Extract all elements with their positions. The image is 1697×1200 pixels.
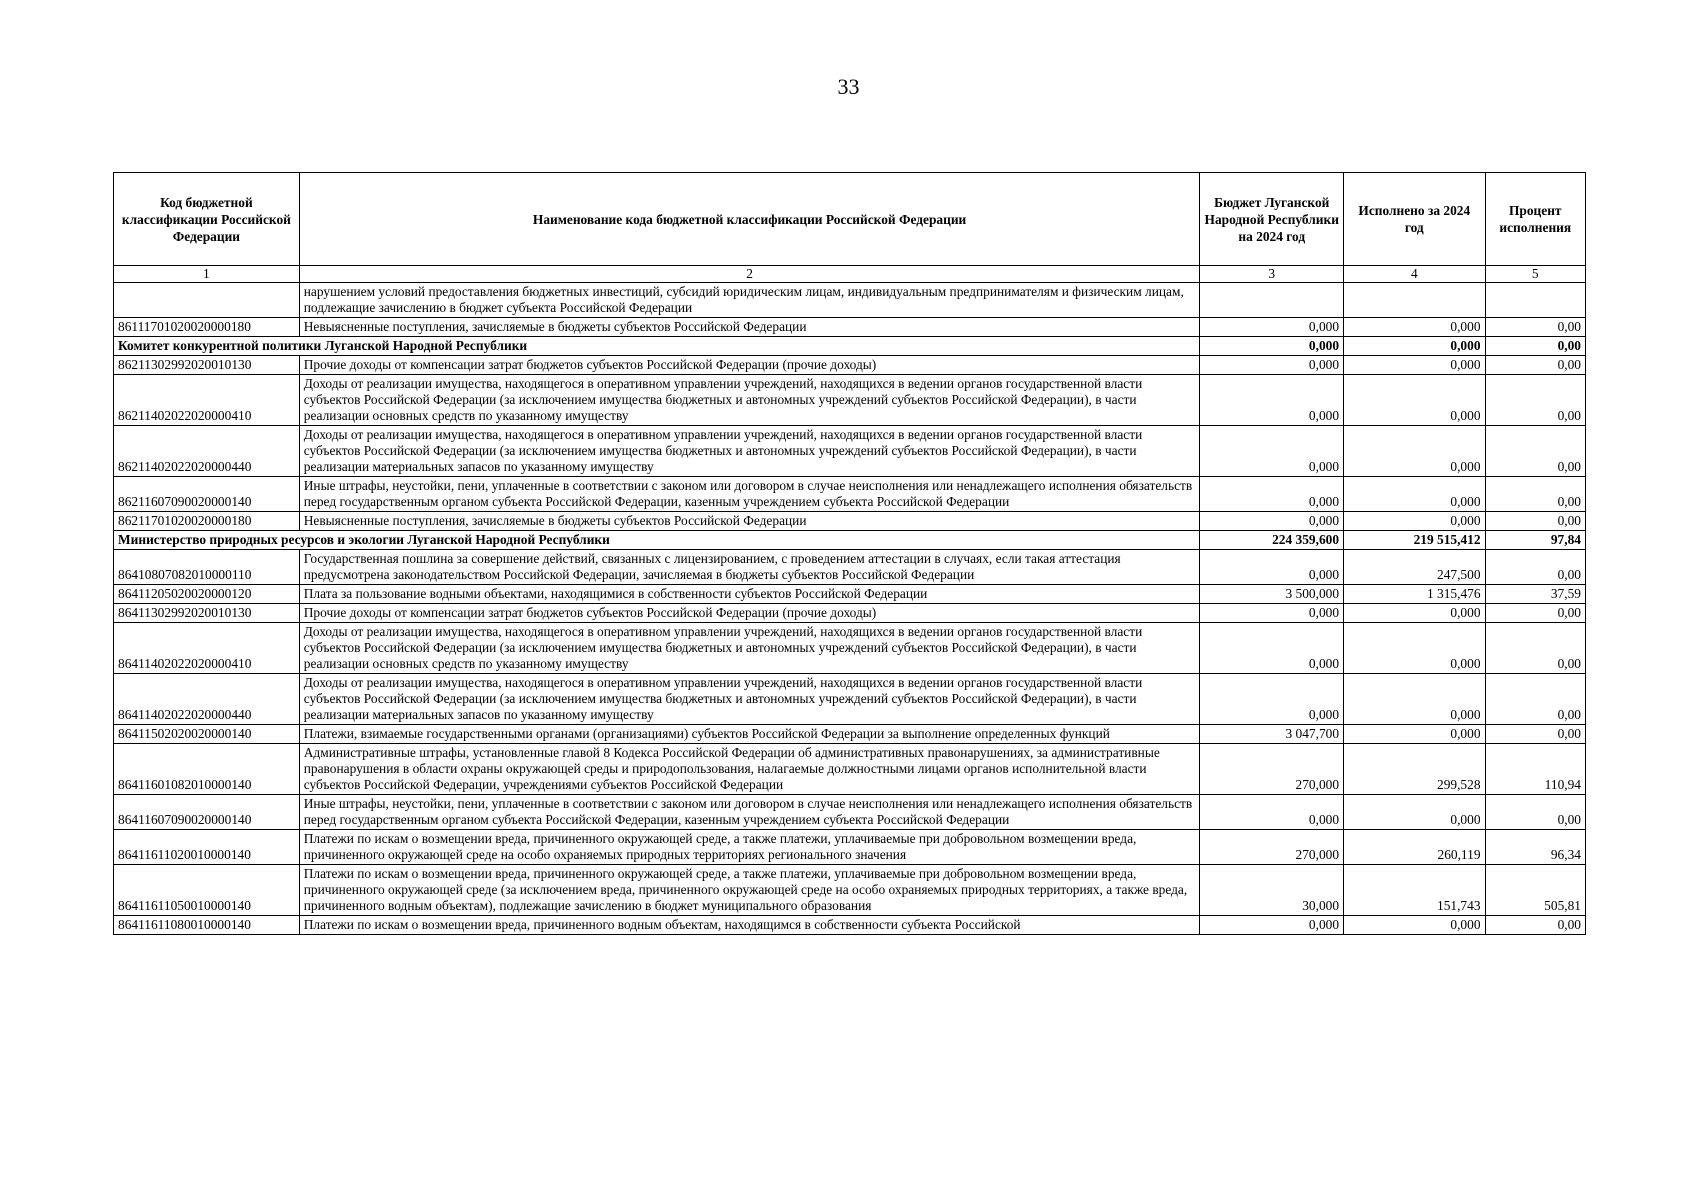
row-name: нарушением условий предоставления бюджетных инвестиций, субсидий юридическим лицам, индивидуальным предпринимателям и физическим лицам, подлежащие зачислению в бюджет субъекта Российской Федерации bbox=[299, 283, 1200, 318]
header-budget: Бюджет Луганской Народной Республики на 2024 год bbox=[1200, 173, 1344, 266]
section-budget: 224 359,600 bbox=[1200, 531, 1344, 550]
table-row bbox=[114, 623, 1586, 674]
row-executed: 0,000 bbox=[1344, 795, 1485, 830]
section-executed: 0,000 bbox=[1344, 337, 1485, 356]
row-code: 86411611050010000140 bbox=[114, 865, 300, 916]
row-percent: 37,59 bbox=[1485, 585, 1585, 604]
section-executed: 219 515,412 bbox=[1344, 531, 1485, 550]
row-name: Иные штрафы, неустойки, пени, уплаченные в соответствии с законом или договором в случае неисполнения или ненадлежащего исполнения обязательств перед государственным органом субъекта Российской Федерации, казенным учреждением субъекта Российской Федерации bbox=[299, 795, 1200, 830]
row-code: 86211402022020000440 bbox=[114, 426, 300, 477]
row-name: Доходы от реализации имущества, находящегося в оперативном управлении учреждений, находящихся в ведении органов государственной власти субъектов Российской Федерации (за исключением имущества бюджетных и автономных учреждений субъектов Российской Федерации), в части реализации материальных запасов по указанному имуществу bbox=[299, 674, 1200, 725]
row-budget: 0,000 bbox=[1200, 674, 1344, 725]
row-name: Доходы от реализации имущества, находящегося в оперативном управлении учреждений, находящихся в ведении органов государственной власти субъектов Российской Федерации (за исключением имущества бюджетных и автономных учреждений субъектов Российской Федерации), в части реализации основных средств по указанному имуществу bbox=[299, 623, 1200, 674]
row-name: Прочие доходы от компенсации затрат бюджетов субъектов Российской Федерации (прочие доходы) bbox=[299, 356, 1200, 375]
table-row bbox=[114, 725, 1586, 744]
row-executed: 299,528 bbox=[1344, 744, 1485, 795]
row-name: Платежи по искам о возмещении вреда, причиненного окружающей среде, а также платежи, уплачиваемые при добровольном возмещении вреда, причиненного окружающей среде на особо охраняемых природных территориях регионального значения bbox=[299, 830, 1200, 865]
row-name: Платежи по искам о возмещении вреда, причиненного водным объектам, находящимся в собственности субъекта Российской bbox=[299, 916, 1200, 935]
row-budget: 0,000 bbox=[1200, 318, 1344, 337]
table-row bbox=[114, 916, 1586, 935]
column-number-row bbox=[114, 266, 1586, 283]
budget-execution-table bbox=[113, 172, 1586, 935]
row-name: Плата за пользование водными объектами, находящимися в собственности субъектов Российской Федерации bbox=[299, 585, 1200, 604]
row-name: Невыясненные поступления, зачисляемые в бюджеты субъектов Российской Федерации bbox=[299, 318, 1200, 337]
row-code: 86411607090020000140 bbox=[114, 795, 300, 830]
row-name: Административные штрафы, установленные главой 8 Кодекса Российской Федерации об административных правонарушениях, за административные правонарушения в области охраны окружающей среды и природопользования, налагаемые должностными лицами органов исполнительной власти субъектов Российской Федерации, учреждениями субъектов Российской Федерации bbox=[299, 744, 1200, 795]
column-number: 5 bbox=[1485, 266, 1585, 283]
section-row bbox=[114, 337, 1586, 356]
row-budget: 0,000 bbox=[1200, 426, 1344, 477]
row-budget: 3 500,000 bbox=[1200, 585, 1344, 604]
row-code: 86211302992020010130 bbox=[114, 356, 300, 375]
row-name: Доходы от реализации имущества, находящегося в оперативном управлении учреждений, находящихся в ведении органов государственной власти субъектов Российской Федерации (за исключением имущества бюджетных и автономных учреждений субъектов Российской Федерации), в части реализации основных средств по указанному имуществу bbox=[299, 375, 1200, 426]
row-budget: 0,000 bbox=[1200, 795, 1344, 830]
row-code: 86411302992020010130 bbox=[114, 604, 300, 623]
row-executed: 0,000 bbox=[1344, 674, 1485, 725]
row-code: 86411205020020000120 bbox=[114, 585, 300, 604]
row-percent: 0,00 bbox=[1485, 795, 1585, 830]
row-budget: 30,000 bbox=[1200, 865, 1344, 916]
table-row bbox=[114, 865, 1586, 916]
table-row bbox=[114, 318, 1586, 337]
table-header-row bbox=[114, 173, 1586, 266]
row-executed: 151,743 bbox=[1344, 865, 1485, 916]
row-percent: 0,00 bbox=[1485, 674, 1585, 725]
row-budget: 0,000 bbox=[1200, 477, 1344, 512]
row-executed: 0,000 bbox=[1344, 916, 1485, 935]
row-name: Иные штрафы, неустойки, пени, уплаченные в соответствии с законом или договором в случае неисполнения или ненадлежащего исполнения обязательств перед государственным органом субъекта Российской Федерации, казенным учреждением субъекта Российской Федерации bbox=[299, 477, 1200, 512]
row-executed: 0,000 bbox=[1344, 356, 1485, 375]
row-executed: 0,000 bbox=[1344, 375, 1485, 426]
table-row bbox=[114, 604, 1586, 623]
row-executed: 1 315,476 bbox=[1344, 585, 1485, 604]
row-percent: 0,00 bbox=[1485, 550, 1585, 585]
table-row bbox=[114, 512, 1586, 531]
section-budget: 0,000 bbox=[1200, 337, 1344, 356]
row-code: 86411402022020000440 bbox=[114, 674, 300, 725]
table-row bbox=[114, 744, 1586, 795]
row-percent: 0,00 bbox=[1485, 375, 1585, 426]
row-code: 86411502020020000140 bbox=[114, 725, 300, 744]
row-budget: 0,000 bbox=[1200, 623, 1344, 674]
row-budget: 0,000 bbox=[1200, 550, 1344, 585]
row-budget: 0,000 bbox=[1200, 916, 1344, 935]
row-name: Прочие доходы от компенсации затрат бюджетов субъектов Российской Федерации (прочие доходы) bbox=[299, 604, 1200, 623]
row-budget: 270,000 bbox=[1200, 830, 1344, 865]
header-code: Код бюджетной классификации Российской Федерации bbox=[114, 173, 300, 266]
table-row bbox=[114, 830, 1586, 865]
row-executed: 260,119 bbox=[1344, 830, 1485, 865]
table-row bbox=[114, 585, 1586, 604]
row-percent: 505,81 bbox=[1485, 865, 1585, 916]
row-executed: 0,000 bbox=[1344, 512, 1485, 531]
table-row bbox=[114, 283, 1586, 318]
row-percent: 0,00 bbox=[1485, 318, 1585, 337]
section-row bbox=[114, 531, 1586, 550]
row-name: Платежи, взимаемые государственными органами (организациями) субъектов Российской Федерации за выполнение определенных функций bbox=[299, 725, 1200, 744]
row-budget: 0,000 bbox=[1200, 356, 1344, 375]
section-name: Министерство природных ресурсов и экологии Луганской Народной Республики bbox=[114, 531, 1200, 550]
row-executed: 247,500 bbox=[1344, 550, 1485, 585]
header-percent: Процент исполнения bbox=[1485, 173, 1585, 266]
row-code: 86411611080010000140 bbox=[114, 916, 300, 935]
column-number: 3 bbox=[1200, 266, 1344, 283]
section-name: Комитет конкурентной политики Луганской Народной Республики bbox=[114, 337, 1200, 356]
row-name: Невыясненные поступления, зачисляемые в бюджеты субъектов Российской Федерации bbox=[299, 512, 1200, 531]
row-code bbox=[114, 283, 300, 318]
row-budget: 0,000 bbox=[1200, 375, 1344, 426]
row-percent: 0,00 bbox=[1485, 356, 1585, 375]
row-budget: 0,000 bbox=[1200, 604, 1344, 623]
page-number: 33 bbox=[837, 74, 860, 99]
row-code: 86111701020020000180 bbox=[114, 318, 300, 337]
column-number: 4 bbox=[1344, 266, 1485, 283]
table-row bbox=[114, 477, 1586, 512]
table-row bbox=[114, 426, 1586, 477]
table-row bbox=[114, 674, 1586, 725]
header-name: Наименование кода бюджетной классификации Российской Федерации bbox=[299, 173, 1200, 266]
row-name: Доходы от реализации имущества, находящегося в оперативном управлении учреждений, находящихся в ведении органов государственной власти субъектов Российской Федерации (за исключением имущества бюджетных и автономных учреждений субъектов Российской Федерации), в части реализации материальных запасов по указанному имуществу bbox=[299, 426, 1200, 477]
row-percent: 0,00 bbox=[1485, 916, 1585, 935]
row-code: 86211402022020000410 bbox=[114, 375, 300, 426]
row-executed: 0,000 bbox=[1344, 604, 1485, 623]
row-percent: 110,94 bbox=[1485, 744, 1585, 795]
row-percent: 0,00 bbox=[1485, 725, 1585, 744]
row-code: 86411601082010000140 bbox=[114, 744, 300, 795]
table-row bbox=[114, 375, 1586, 426]
table-row bbox=[114, 795, 1586, 830]
row-percent: 0,00 bbox=[1485, 604, 1585, 623]
row-budget: 270,000 bbox=[1200, 744, 1344, 795]
row-executed: 0,000 bbox=[1344, 318, 1485, 337]
row-budget: 3 047,700 bbox=[1200, 725, 1344, 744]
row-name: Платежи по искам о возмещении вреда, причиненного окружающей среде, а также платежи, уплачиваемые при добровольном возмещении вреда, причиненного окружающей среде (за исключением вреда, причиненного окружающей среде на особо охраняемых природных территориях, а также вреда, причиненного водным объектам), подлежащие зачислению в бюджет муниципального образования bbox=[299, 865, 1200, 916]
row-executed: 0,000 bbox=[1344, 477, 1485, 512]
row-executed: 0,000 bbox=[1344, 426, 1485, 477]
row-budget bbox=[1200, 283, 1344, 318]
row-code: 86211701020020000180 bbox=[114, 512, 300, 531]
row-percent bbox=[1485, 283, 1585, 318]
table-row bbox=[114, 356, 1586, 375]
row-code: 86410807082010000110 bbox=[114, 550, 300, 585]
row-code: 86411402022020000410 bbox=[114, 623, 300, 674]
row-percent: 96,34 bbox=[1485, 830, 1585, 865]
row-percent: 0,00 bbox=[1485, 512, 1585, 531]
row-budget: 0,000 bbox=[1200, 512, 1344, 531]
row-code: 86211607090020000140 bbox=[114, 477, 300, 512]
row-percent: 0,00 bbox=[1485, 623, 1585, 674]
column-number: 2 bbox=[299, 266, 1200, 283]
row-code: 86411611020010000140 bbox=[114, 830, 300, 865]
row-percent: 0,00 bbox=[1485, 477, 1585, 512]
column-number: 1 bbox=[114, 266, 300, 283]
section-percent: 97,84 bbox=[1485, 531, 1585, 550]
row-executed bbox=[1344, 283, 1485, 318]
section-percent: 0,00 bbox=[1485, 337, 1585, 356]
table-row bbox=[114, 550, 1586, 585]
row-executed: 0,000 bbox=[1344, 623, 1485, 674]
row-executed: 0,000 bbox=[1344, 725, 1485, 744]
row-name: Государственная пошлина за совершение действий, связанных с лицензированием, с проведением аттестации в случаях, если такая аттестация предусмотрена законодательством Российской Федерации, зачисляемая в бюджеты субъектов Российской Федерации bbox=[299, 550, 1200, 585]
row-percent: 0,00 bbox=[1485, 426, 1585, 477]
header-executed: Исполнено за 2024 год bbox=[1344, 173, 1485, 266]
